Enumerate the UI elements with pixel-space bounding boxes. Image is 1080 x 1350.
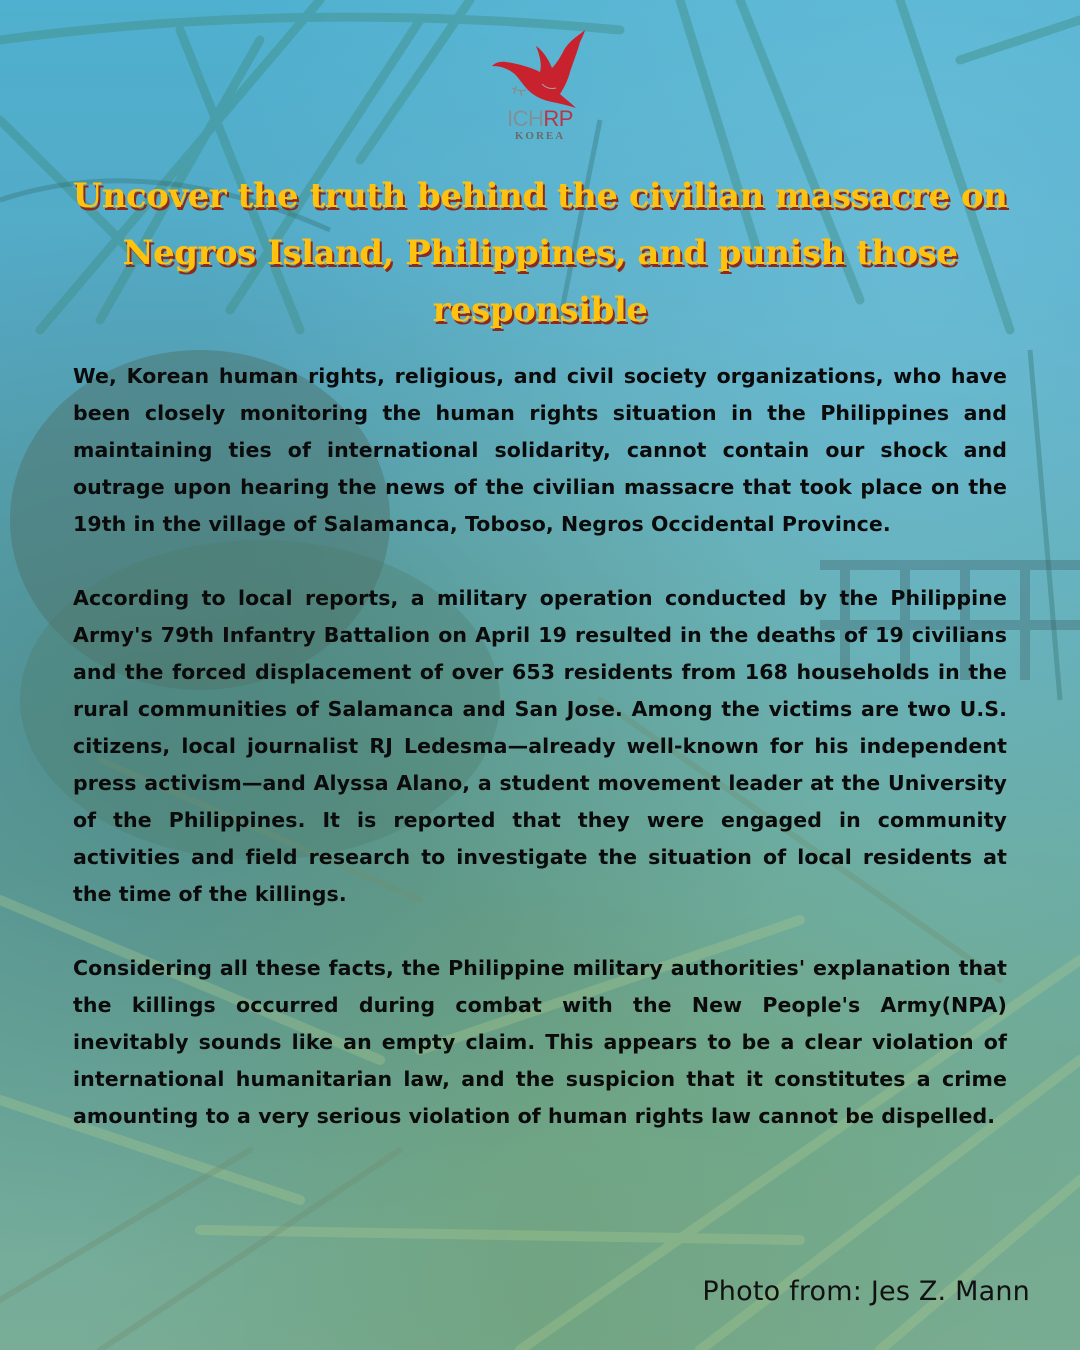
statement-body bbox=[73, 358, 1007, 1172]
paragraph-3: Considering all these facts, the Philippine military authorities' explanation that the killings occurred during combat with the New People's Army(NPA) inevitably sounds like an empty claim. This appears to be a clear violation of international humanitarian law, and the suspicion that it constitutes a crime amounting to a very serious violation of human rights law cannot be dispelled. bbox=[73, 956, 1007, 1128]
ichrp-korea-logo bbox=[488, 28, 592, 152]
logo-wordmark: ICHRP bbox=[507, 106, 573, 131]
logo-subtitle: KOREA bbox=[514, 130, 566, 142]
headline: Uncover the truth behind the civilian massacre on Negros Island, Philippines, and punish those responsible bbox=[72, 176, 1008, 330]
photo-credit: Photo from: Jes Z. Mann bbox=[702, 1276, 1030, 1307]
dove-icon bbox=[490, 28, 590, 112]
paragraph-2: According to local reports, a military operation conducted by the Philippine Army's 79th Infantry Battalion on April 19 resulted in the deaths of 19 civilians and the forced displacement of over 653 residents from 168 households in the rural communities of Salamanca and San Jose. Among the victims are two U.S. citizens, local journalist RJ Ledesma—already well-known for his independent press activism—and Alyssa Alano, a student movement leader at the University of the Philippines. It is reported that they were engaged in community activities and field research to investigate the situation of local residents at the time of the killings. bbox=[73, 586, 1007, 906]
paragraph-1: We, Korean human rights, religious, and civil society organizations, who have been closely monitoring the human rights situation in the Philippines and maintaining ties of international solidarity, cannot contain our shock and outrage upon hearing the news of the civilian massacre that took place on the 19th in the village of Salamanca, Toboso, Negros Occidental Province. bbox=[73, 364, 1007, 536]
